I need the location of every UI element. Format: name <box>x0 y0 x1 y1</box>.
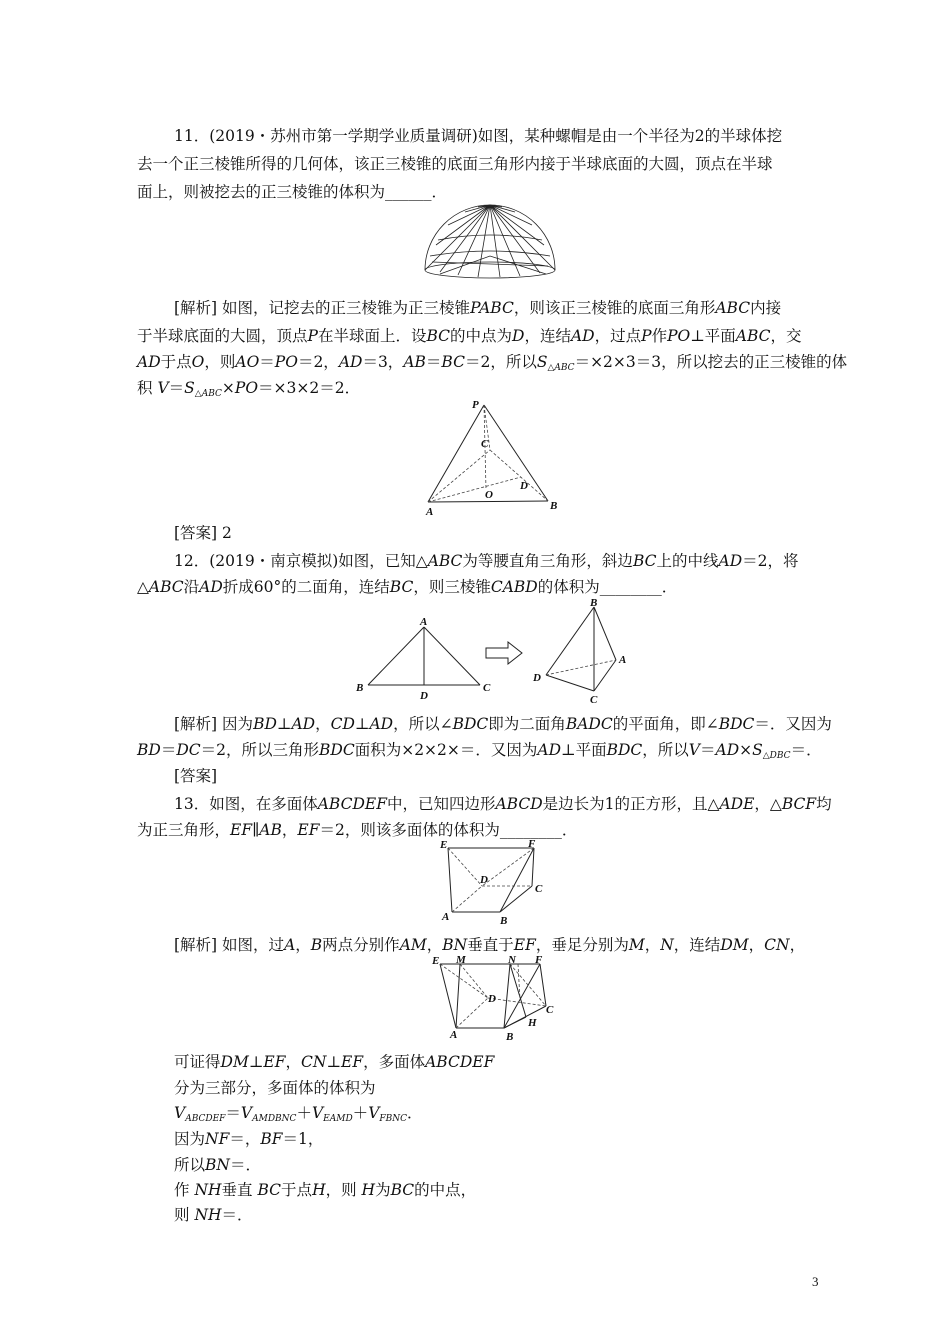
folded-tetrahedron-figure <box>526 595 636 705</box>
polyhedron-division-figure <box>422 952 564 1044</box>
label-C: C <box>546 1004 554 1016</box>
hemisphere-nut-figure <box>420 200 560 280</box>
label-C: C <box>535 883 543 895</box>
label-C: C <box>481 438 489 450</box>
q11-line-1: 11．(2019・苏州市第一学期学业质量调研)如图，某种螺帽是由一个半径为2的半球体挖 <box>174 127 783 145</box>
label-A: A <box>420 616 428 628</box>
q13-cont-line-2: 分为三部分，多面体的体积为 <box>174 1079 376 1097</box>
q12-line-2: △ABC沿AD折成60°的二面角，连结BC，则三棱锥CABD的体积为________． <box>137 578 678 596</box>
label-P: P <box>472 399 479 411</box>
q11-answer: [答案] 2 <box>174 524 232 542</box>
label-F: F <box>528 838 536 850</box>
label-B: B <box>506 1031 514 1043</box>
label-E: E <box>432 955 440 967</box>
q11-solution-line-1: [解析] 如图，记挖去的正三棱锥为正三棱锥PABC，则该正三棱锥的底面三角形ABC内接 <box>174 299 782 317</box>
q12-solution-line-1: [解析] 因为BD⊥AD，CD⊥AD，所以∠BDC即为二面角BADC的平面角，即∠BDC＝．又因为 <box>174 715 832 733</box>
triangle-abc-figure <box>352 615 502 705</box>
q13-cont-line-6: 作 NH垂直 BC于点H，则 H为BC的中点， <box>174 1181 477 1199</box>
q12-solution-line-2: BD＝DC＝2，所以三角形BDC面积为×2×2×＝．又因为AD⊥平面BDC，所以$V=AD\times S_{\triangle DBC}=$． <box>137 741 822 761</box>
label-B: B <box>356 682 364 694</box>
q12-line-1: 12．(2019・南京模拟)如图，已知△ABC为等腰直角三角形，斜边BC上的中线AD＝2，将 <box>174 552 799 570</box>
q11-solution-line-4: 积 $V=S_{\triangle ABC}\times PO=\times 3\times 2=2$． <box>137 379 361 399</box>
label-B: B <box>590 597 598 609</box>
label-B: B <box>500 915 508 927</box>
q13-cont-line-5: 所以BN＝． <box>174 1156 261 1174</box>
label-A: A <box>426 506 434 518</box>
label-F: F <box>535 954 543 966</box>
q13-cont-line-1: 可证得DM⊥EF，CN⊥EF，多面体ABCDEF <box>174 1053 495 1071</box>
q13-cont-line-7: 则 NH＝． <box>174 1206 253 1224</box>
label-D: D <box>533 672 541 684</box>
label-N: N <box>508 954 516 966</box>
label-D: D <box>520 480 528 492</box>
q11-line-3: 面上，则被挖去的正三棱锥的体积为______． <box>137 183 448 201</box>
q13-cont-line-4: 因为NF＝，BF＝1， <box>174 1130 324 1148</box>
label-H: H <box>528 1017 537 1029</box>
fold-arrow-icon <box>484 640 526 666</box>
label-M: M <box>456 954 466 966</box>
label-A: A <box>450 1029 458 1041</box>
q11-line-2: 去一个正三棱锥所得的几何体，该正三棱锥的底面三角形内接于半球底面的大圆，顶点在半球 <box>137 155 773 173</box>
q12-answer: [答案] <box>174 767 218 785</box>
label-C: C <box>590 694 598 706</box>
pyramid-pabc-figure <box>418 395 568 517</box>
label-B: B <box>550 500 558 512</box>
page-number: 3 <box>812 1274 819 1289</box>
q13-solution-line-1: [解析] 如图，过A，B两点分别作AM，BN垂直于EF，垂足分别为M，N，连结DM，CN， <box>174 936 806 954</box>
label-E: E <box>440 839 448 851</box>
label-C: C <box>483 682 491 694</box>
q13-line-1: 13．如图，在多面体ABCDEF中，已知四边形ABCD是边长为1的正方形，且△ADE，△BCF均 <box>174 795 832 813</box>
label-D: D <box>480 874 488 886</box>
q13-line-2: 为正三角形，EF∥AB，EF＝2，则该多面体的体积为________． <box>137 821 578 839</box>
label-O: O <box>485 489 493 501</box>
label-A: A <box>619 654 627 666</box>
label-A: A <box>442 911 450 923</box>
q13-cont-line-3: $V_{ABCDEF}=V_{AMDBNC}+V_{EAMD}+V_{FBNC}$． <box>174 1104 423 1124</box>
label-D: D <box>488 993 496 1005</box>
q11-solution-line-2: 于半球底面的大圆，顶点P在半球面上．设BC的中点为D，连结AD，过点P作PO⊥平面ABC，交 <box>137 327 802 345</box>
q11-solution-line-3: AD于点O，则AO＝PO＝2，AD＝3，AB＝BC＝2，所以$S_{\triangle ABC}=\times 2\times 3=3$，所以挖去的正三棱锥的体 <box>137 353 848 373</box>
polyhedron-abcdef-figure <box>430 836 560 928</box>
label-D: D <box>420 690 428 702</box>
